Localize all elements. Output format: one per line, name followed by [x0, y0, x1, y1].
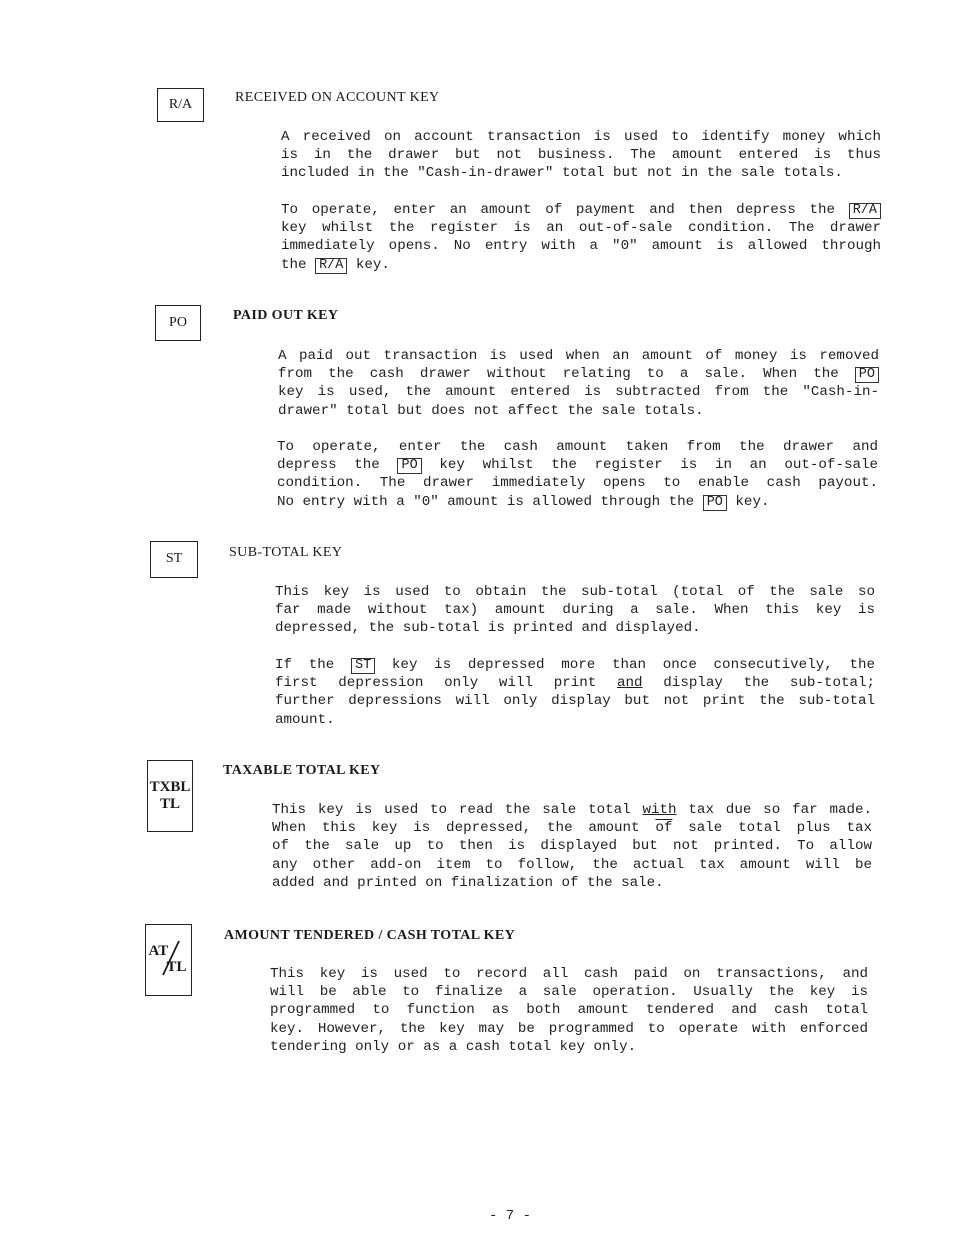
- st-inline-key: ST: [351, 658, 375, 674]
- txbl-paragraph: [272, 801, 872, 892]
- page-number: - 7 -: [488, 1208, 531, 1224]
- text-fragment: No entry with a "0" amount is allowed through the: [277, 493, 695, 510]
- text-line: of the sale up to then is displayed but not printed. To allow: [272, 838, 872, 855]
- ra-key-box: [157, 88, 204, 122]
- text-line: [272, 819, 872, 837]
- ra-heading: RECEIVED ON ACCOUNT KEY: [235, 90, 440, 105]
- attl-key-bottom: TL: [166, 959, 187, 975]
- st-heading: SUB-TOTAL KEY: [229, 545, 343, 560]
- text-line: drawer" total but does not affect the sale totals.: [278, 402, 704, 419]
- text-line: key whilst the register is an out-of-sale condition. The drawer: [281, 220, 881, 237]
- text-fragment: the: [281, 256, 307, 273]
- text-line: A paid out transaction is used when an amount of money is removed: [278, 348, 879, 364]
- text-line: is in the drawer but not business. The amount entered is thus: [281, 147, 881, 164]
- text-fragment: key is depressed more than once consecutively, the: [391, 657, 875, 673]
- text-line: [277, 493, 878, 511]
- text-line: [278, 365, 879, 383]
- text-line: any other add-on item to follow, the actual tax amount will be: [272, 856, 872, 873]
- text-fragment: This key is used to read the sale total: [272, 802, 631, 818]
- ra-paragraph-1: [281, 128, 881, 183]
- attl-paragraph: [270, 965, 868, 1056]
- text-fragment: from the cash drawer without relating to a sale. When the: [278, 366, 839, 383]
- underlined-word: with: [642, 802, 677, 818]
- text-fragment: sale total plus tax: [688, 820, 873, 837]
- text-line: [275, 656, 875, 674]
- text-line: far made without tax) amount during a sale. When this key is: [275, 602, 875, 619]
- text-fragment: To operate, enter an amount of payment and then depress the: [281, 202, 835, 218]
- text-line: [281, 201, 881, 219]
- po-inline-key: PO: [397, 458, 421, 474]
- text-fragment: key.: [355, 256, 390, 273]
- text-fragment: tax due so far made.: [688, 802, 873, 818]
- txbl-key-line2: TL: [159, 796, 180, 813]
- text-line: key. However, the key may be programmed to operate with enforced: [270, 1020, 868, 1037]
- attl-key-box: [145, 924, 192, 996]
- text-line: immediately opens. No entry with a "0" amount is allowed through: [281, 238, 881, 255]
- text-line: This key is used to obtain the sub-total (total of the sale so: [275, 584, 875, 600]
- po-key-label: PO: [169, 314, 187, 330]
- text-line: [275, 674, 875, 692]
- text-line: programmed to function as both amount tendered and cash total: [270, 1002, 868, 1019]
- text-fragment: first depression only will print: [275, 675, 597, 692]
- po-heading: PAID OUT KEY: [233, 308, 339, 323]
- ra-inline-key: R/A: [315, 258, 347, 274]
- txbl-key-box: [147, 760, 193, 832]
- overlined-word: $\overline{of}$: [655, 820, 673, 837]
- text-line: added and printed on finalization of the sale.: [272, 874, 664, 891]
- text-line: tendering only or as a cash total key only.: [270, 1038, 637, 1055]
- st-paragraph-2: [275, 656, 875, 729]
- st-key-box: [150, 541, 198, 578]
- text-line: This key is used to record all cash paid on transactions, and: [270, 966, 868, 982]
- text-line: To operate, enter the cash amount taken from the drawer and: [277, 439, 878, 455]
- po-key-box: [155, 305, 201, 341]
- attl-heading: AMOUNT TENDERED / CASH TOTAL KEY: [224, 928, 516, 943]
- attl-key-glyph: [147, 937, 191, 981]
- text-line: included in the "Cash-in-drawer" total but not in the sale totals.: [281, 165, 843, 182]
- ra-key-label: R/A: [168, 96, 193, 112]
- st-key-label: ST: [165, 551, 183, 567]
- ra-inline-key: R/A: [849, 203, 881, 219]
- text-fragment: display the sub-total;: [663, 675, 876, 692]
- text-fragment: When this key is depressed, the amount: [272, 820, 640, 837]
- text-line: A received on account transaction is used to identify money which: [281, 129, 881, 145]
- text-line: [277, 456, 878, 474]
- txbl-key-line1: TXBL: [149, 779, 191, 795]
- text-fragment: key whilst the register is in an out-of-sale: [439, 457, 879, 474]
- po-paragraph-2: [277, 438, 878, 511]
- po-paragraph-1: [278, 347, 879, 420]
- text-line: further depressions will only display but not print the sub-total: [275, 693, 875, 710]
- txbl-heading: TAXABLE TOTAL KEY: [223, 763, 381, 778]
- text-line: [281, 256, 881, 274]
- attl-key-top: AT: [148, 943, 169, 959]
- text-line: amount.: [275, 711, 335, 728]
- text-fragment: If the: [275, 657, 335, 673]
- text-line: [272, 801, 872, 819]
- po-inline-key: PO: [855, 367, 879, 383]
- text-line: key is used, the amount entered is subtracted from the "Cash-in-: [278, 384, 879, 401]
- text-line: depressed, the sub-total is printed and displayed.: [275, 620, 701, 637]
- underlined-word: and: [617, 675, 643, 692]
- text-fragment: depress the: [277, 457, 380, 474]
- text-fragment: key.: [735, 493, 770, 510]
- st-paragraph-1: [275, 583, 875, 638]
- po-inline-key: PO: [703, 495, 727, 511]
- ra-paragraph-2: [281, 201, 881, 274]
- text-line: condition. The drawer immediately opens to enable cash payout.: [277, 475, 878, 492]
- text-line: will be able to finalize a sale operation. Usually the key is: [270, 984, 868, 1001]
